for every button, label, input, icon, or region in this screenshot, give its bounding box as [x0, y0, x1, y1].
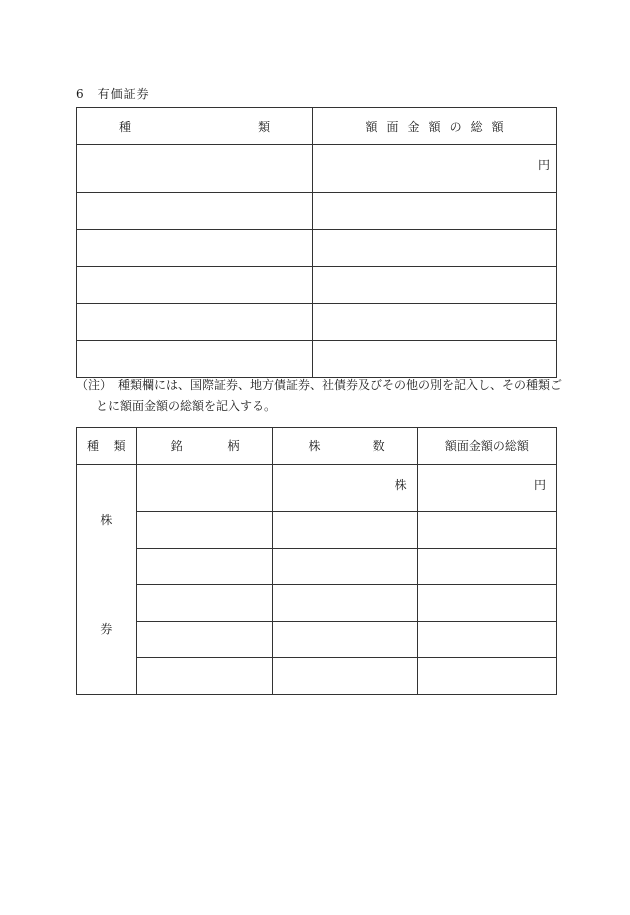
header-shares-char-1: 株: [308, 439, 321, 454]
kind-cell[interactable]: [77, 304, 313, 341]
table-row: [77, 230, 557, 267]
brand-cell[interactable]: [136, 464, 272, 512]
header-char: 額: [365, 119, 378, 134]
header-char: 総: [470, 119, 483, 134]
header-brand-char-1: 銘: [170, 439, 183, 454]
face-value-cell[interactable]: [417, 512, 556, 549]
table-header-row: [77, 428, 557, 465]
table-row: [77, 512, 557, 549]
shares-unit-label: 株: [394, 477, 407, 492]
yen-unit-label: 円: [537, 158, 550, 172]
note-text: [76, 375, 566, 417]
note-line-2: とに額面金額の総額を記入する。: [96, 399, 277, 413]
shares-cell[interactable]: [272, 621, 417, 658]
header-char: 面: [386, 119, 399, 134]
header-face-value-total: 額面金額の総額: [417, 428, 556, 465]
header-kind-char-1: 種: [87, 439, 100, 454]
header-kind: [77, 108, 313, 145]
table-row: [77, 464, 557, 512]
shares-cell[interactable]: [272, 548, 417, 585]
shares-cell[interactable]: [272, 464, 417, 512]
face-value-cell[interactable]: [313, 304, 557, 341]
shares-cell[interactable]: [272, 585, 417, 622]
table-row: [77, 548, 557, 585]
header-brand-char-2: 柄: [227, 439, 240, 454]
kind-cell[interactable]: [77, 145, 313, 193]
brand-cell[interactable]: [136, 548, 272, 585]
header-kind: [77, 428, 137, 465]
kind-char-certificate: 券: [100, 621, 113, 636]
brand-cell[interactable]: [136, 658, 272, 695]
header-char: 金: [407, 119, 420, 134]
face-value-cell[interactable]: [313, 193, 557, 230]
face-value-cell[interactable]: [417, 548, 556, 585]
header-char: 額: [428, 119, 441, 134]
shares-cell[interactable]: [272, 512, 417, 549]
table-row: [77, 585, 557, 622]
header-shares: [272, 428, 417, 465]
section-title: 6 有価証券: [76, 87, 150, 101]
brand-cell[interactable]: [136, 585, 272, 622]
table-row: [77, 658, 557, 695]
kind-merged-cell: [77, 464, 137, 694]
header-char: の: [449, 119, 462, 134]
table-row: [77, 341, 557, 378]
kind-cell[interactable]: [77, 341, 313, 378]
header-char: 額: [491, 119, 504, 134]
note-line-1: （注） 種類欄には、国際証券、地方債証券、社債券及びその他の別を記入し、その種類ご: [76, 378, 563, 392]
table-row: [77, 267, 557, 304]
header-kind-char-1: 種: [119, 119, 132, 134]
header-kind-char-2: 類: [113, 439, 126, 454]
table-row: [77, 193, 557, 230]
header-kind-char-2: 類: [258, 119, 271, 134]
brand-cell[interactable]: [136, 512, 272, 549]
securities-face-value-table: [76, 107, 557, 378]
face-value-cell[interactable]: [417, 658, 556, 695]
face-value-cell[interactable]: [417, 585, 556, 622]
face-value-cell[interactable]: [417, 621, 556, 658]
yen-unit-label: 円: [533, 477, 546, 492]
face-value-cell[interactable]: [313, 341, 557, 378]
kind-cell[interactable]: [77, 230, 313, 267]
face-value-cell[interactable]: [417, 464, 556, 512]
face-value-cell[interactable]: [313, 267, 557, 304]
kind-cell[interactable]: [77, 267, 313, 304]
kind-cell[interactable]: [77, 193, 313, 230]
header-face-value-total: [313, 108, 557, 145]
table-row: [77, 304, 557, 341]
stock-certificates-table: [76, 427, 557, 695]
table-header-row: [77, 108, 557, 145]
brand-cell[interactable]: [136, 621, 272, 658]
kind-char-stock: 株: [100, 512, 113, 527]
table-row: [77, 621, 557, 658]
header-shares-char-2: 数: [372, 439, 385, 454]
shares-cell[interactable]: [272, 658, 417, 695]
face-value-cell[interactable]: [313, 145, 557, 193]
header-brand: [136, 428, 272, 465]
table-row: [77, 145, 557, 193]
face-value-cell[interactable]: [313, 230, 557, 267]
